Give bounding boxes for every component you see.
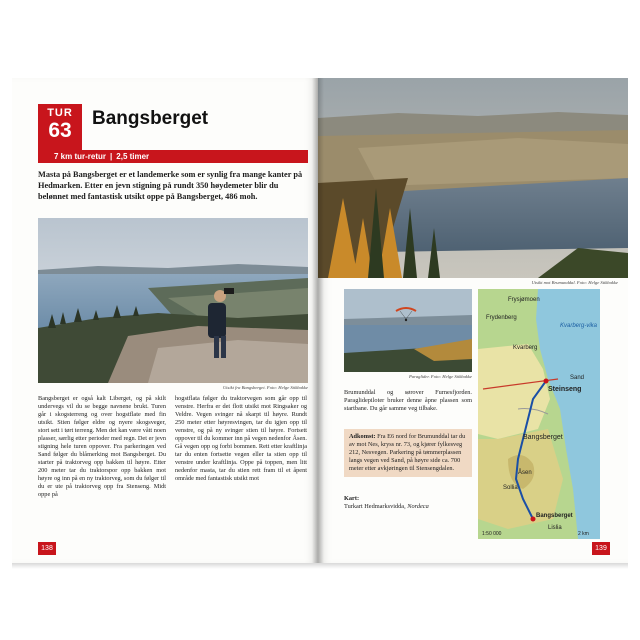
route-title: Bangsberget	[92, 108, 209, 129]
map-scale-ratio: 1:50 000	[482, 531, 502, 537]
map-label: Steinseng	[548, 386, 582, 393]
landscape-photo-image	[318, 78, 628, 278]
route-info-bar	[38, 150, 308, 163]
map-label: Lislia	[548, 525, 562, 531]
map-label: Sollia	[503, 485, 518, 491]
intro-paragraph: Masta på Bangsberget er et landemerke som er synlig fra mange kanter på Hedmarken. Etter en jevn stigning på rundt 350 høydemeter blir du belønnet med fantastisk utsikt oppe på Bangsberget, 486 moh.	[38, 170, 303, 202]
map-reference-text: Turkart Hedmarksvidda,	[344, 503, 406, 510]
map-reference-label: Kart:	[344, 495, 360, 502]
map-label: Frydenberg	[486, 315, 517, 321]
page-number-right: 139	[592, 542, 610, 555]
route-duration: 2,5 timer	[116, 152, 150, 161]
body-column-continued: Brumunddal og sørover Furnesfjorden. Paraglidepiloter bruker denne åpne plassen som startbane. Du går samme veg tilbake.	[344, 389, 472, 412]
map-label: Sand	[570, 375, 585, 381]
tour-word: TUR	[47, 107, 73, 119]
left-page	[12, 78, 318, 563]
map-label: Kvarberg-vika	[560, 323, 598, 329]
book-spine	[312, 78, 324, 563]
page-number-left: 138	[38, 542, 56, 555]
access-label: Adkomst:	[349, 433, 376, 440]
map-reference	[344, 495, 472, 511]
tour-number-badge	[38, 104, 82, 150]
access-text: Fra E6 nord for Brumunddal tar du av mot Nes, kryss nr. 73, og kjører fylkesveg 212, Nesvegen. Parkering på tømmerplassen langs vegen ved Sand, på høyre side ca. 700 meter etter avkjøringen til Stensengdalen.	[349, 433, 466, 472]
right-page	[318, 78, 628, 563]
map-publisher: Nordeca	[407, 503, 429, 510]
hiker-photo-caption: Utsikt fra Bangsberget. Foto: Helge Stikbakke	[222, 385, 308, 390]
route-distance: 7 km tur-retur	[54, 152, 107, 161]
landscape-photo	[318, 78, 628, 278]
hiker-photo	[38, 218, 308, 383]
hiker-photo-image	[38, 218, 308, 383]
info-separator: |	[110, 152, 113, 161]
map-label: Kvarberg	[513, 345, 538, 351]
access-info-box	[344, 429, 472, 477]
route-map-image	[478, 289, 600, 539]
open-book	[12, 78, 628, 563]
paraglider-photo-caption: Paraglider. Foto: Helge Stikbakke	[408, 374, 472, 379]
map-label: Bangsberget	[523, 434, 563, 441]
map-label: Frysjømoen	[508, 297, 540, 303]
body-column-2: hogstflata følger du traktorvegen som går opp til venstre. Herfra er det flott utsikt mot Ringsaker og Veldre. Vegen svinger nå skarpt til høyre. Rundt 250 meter etter høyresvingen, tar du igjen opp til venstre, og på ny svinger stien til høyre. Fortsett oppover til du kommer inn på vegen nedenfor Åsen. Gå vegen opp og forbi bommen. Rett etter kraftlinja tar du enten fortsette vegen eller ta stien opp til venstre under kraftlinja. Oppe på toppen, men litt nedenfor masta, tar du stien rett fram til et åpent område med fantastisk utsikt mot	[175, 395, 307, 482]
paraglider-photo	[344, 289, 472, 372]
book-shadow	[12, 563, 628, 569]
body-column-1: Bangsberget er også kalt Liberget, og på skilt undervegs vil du se begge navnene brukt. Turen går i skogsterreng og over hogstflate med fin utsikt. Stien følger eldre og nyere skogsveger, stort sett i tørt terreng. Men det kan være vått noen plasser, særlig etter perioder med regn. Det er jevn stigning hele turen oppover. Fra parkeringen ved Sand følger du blåmerking mot Bangsberget. Du starter på traktorveg opp bakken til høyre. Etter 200 meter tar du traktorspor opp bakken mot høyre og inn på en ny traktorveg, som du følger til du er ute på traktorveg opp fra Stenseng. Midt oppe på	[38, 395, 166, 498]
landscape-photo-caption: Utsikt mot Brumunddal. Foto: Helge Stikbakke	[531, 280, 618, 285]
paraglider-photo-image	[344, 289, 472, 372]
route-map	[478, 289, 600, 539]
map-scale-distance: 2 km	[578, 531, 589, 537]
map-label: Bangsberget	[536, 513, 573, 519]
tour-number: 63	[48, 119, 72, 142]
map-label: Åsen	[518, 470, 532, 476]
